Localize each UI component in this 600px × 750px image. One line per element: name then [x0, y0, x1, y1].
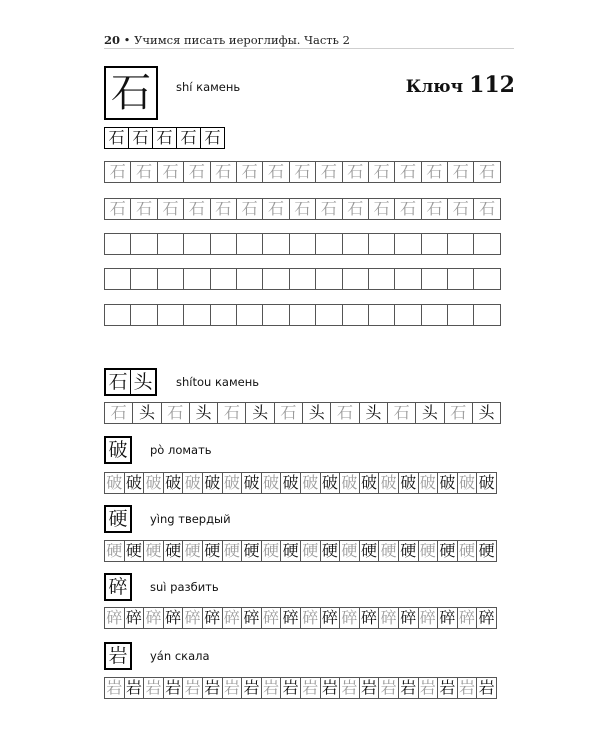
practice-cell: 石 [236, 198, 263, 220]
word-gloss [150, 649, 210, 663]
practice-cell: 破 [398, 472, 419, 494]
word-character: 石 [108, 370, 128, 393]
word-pinyin: yán [150, 649, 172, 663]
practice-cell: 石 [183, 198, 210, 220]
practice-cell: 岩 [457, 677, 478, 699]
word-character: 硬 [108, 507, 128, 530]
practice-cell: 石 [315, 161, 342, 183]
practice-cell: 石 [210, 161, 237, 183]
word-box-yan [104, 642, 132, 670]
word-meaning: скала [174, 649, 210, 663]
practice-cell: 石 [130, 198, 157, 220]
practice-cell: 头 [189, 402, 218, 424]
empty-practice-cell [210, 233, 237, 255]
word-meaning: разбить [170, 580, 219, 594]
practice-cell: 石 [274, 402, 303, 424]
empty-practice-cell [394, 304, 421, 326]
practice-cell: 破 [300, 472, 321, 494]
practice-cell: 碎 [222, 607, 243, 629]
practice-cell: 碎 [104, 607, 125, 629]
empty-practice-cell [421, 304, 448, 326]
empty-practice-cell [473, 268, 500, 290]
practice-cell: 石 [289, 161, 316, 183]
empty-practice-cell [183, 304, 210, 326]
empty-practice-cell [157, 304, 184, 326]
practice-cell: 硬 [320, 540, 341, 562]
practice-cell: 岩 [476, 677, 497, 699]
empty-practice-cell [368, 268, 395, 290]
practice-cell: 石 [368, 198, 395, 220]
practice-cell: 石 [104, 161, 131, 183]
practice-cell: 岩 [359, 677, 380, 699]
radical-label: Ключ [405, 77, 464, 97]
practice-cell: 硬 [202, 540, 223, 562]
empty-practice-cell [210, 304, 237, 326]
word-pinyin: suì [150, 580, 167, 594]
empty-practice-cell [289, 268, 316, 290]
practice-cell: 硬 [163, 540, 184, 562]
practice-cell: 硬 [378, 540, 399, 562]
practice-cell: 硬 [476, 540, 497, 562]
practice-cell: 石 [315, 198, 342, 220]
empty-practice-cell [236, 268, 263, 290]
practice-cell: 岩 [241, 677, 262, 699]
practice-cell: 岩 [398, 677, 419, 699]
practice-cell: 破 [320, 472, 341, 494]
word-box-shitou [104, 368, 157, 396]
practice-cell: 硬 [143, 540, 164, 562]
empty-practice-cell [342, 268, 369, 290]
empty-practice-cell [104, 304, 131, 326]
practice-cell: 硬 [104, 540, 125, 562]
empty-practice-cell [236, 304, 263, 326]
practice-cell: 碎 [476, 607, 497, 629]
word-practice-row [104, 607, 496, 629]
empty-practice-cell [447, 304, 474, 326]
practice-cell: 岩 [124, 677, 145, 699]
word-pinyin: pò [150, 443, 165, 457]
empty-practice-cell [130, 268, 157, 290]
empty-practice-cell [104, 233, 131, 255]
practice-cell: 岩 [163, 677, 184, 699]
empty-practice-row [104, 268, 500, 290]
trace-row-1 [104, 161, 500, 183]
practice-cell: 岩 [261, 677, 282, 699]
practice-cell: 岩 [437, 677, 458, 699]
word-meaning: камень [214, 375, 260, 389]
practice-cell: 碎 [457, 607, 478, 629]
radical-pinyin: shí [176, 80, 193, 94]
practice-cell: 破 [124, 472, 145, 494]
practice-cell: 头 [359, 402, 388, 424]
empty-practice-cell [368, 233, 395, 255]
stroke-step: 石 [104, 127, 129, 149]
practice-cell: 岩 [104, 677, 125, 699]
word-gloss [150, 443, 212, 457]
practice-cell: 碎 [182, 607, 203, 629]
empty-practice-cell [394, 268, 421, 290]
empty-practice-cell [315, 268, 342, 290]
radical-number: 112 [469, 72, 515, 98]
empty-practice-cell [447, 268, 474, 290]
practice-cell: 碎 [163, 607, 184, 629]
word-pinyin: yìng [150, 512, 175, 526]
empty-practice-cell [262, 304, 289, 326]
practice-cell: 石 [421, 161, 448, 183]
practice-cell: 硬 [359, 540, 380, 562]
practice-cell: 破 [476, 472, 497, 494]
word-box-sui [104, 573, 132, 601]
empty-practice-cell [342, 233, 369, 255]
empty-practice-cell [130, 233, 157, 255]
practice-cell: 硬 [261, 540, 282, 562]
empty-practice-cell [473, 233, 500, 255]
practice-cell: 石 [473, 161, 500, 183]
practice-cell: 碎 [359, 607, 380, 629]
empty-practice-cell [394, 233, 421, 255]
practice-cell: 破 [241, 472, 262, 494]
practice-cell: 碎 [143, 607, 164, 629]
practice-cell: 岩 [418, 677, 439, 699]
empty-practice-cell [421, 233, 448, 255]
practice-cell: 破 [457, 472, 478, 494]
practice-cell: 碎 [261, 607, 282, 629]
radical-number-heading [406, 72, 515, 98]
practice-cell: 石 [394, 198, 421, 220]
word-practice-row [104, 472, 496, 494]
practice-cell: 石 [473, 198, 500, 220]
practice-cell: 破 [378, 472, 399, 494]
practice-cell: 石 [183, 161, 210, 183]
empty-practice-cell [236, 233, 263, 255]
practice-cell: 硬 [437, 540, 458, 562]
practice-cell: 碎 [320, 607, 341, 629]
practice-cell: 石 [394, 161, 421, 183]
empty-practice-cell [130, 304, 157, 326]
practice-cell: 硬 [124, 540, 145, 562]
word-box-ying [104, 505, 132, 533]
empty-practice-cell [342, 304, 369, 326]
practice-cell: 头 [415, 402, 444, 424]
empty-practice-cell [210, 268, 237, 290]
running-head [104, 33, 350, 47]
practice-cell: 石 [342, 161, 369, 183]
word-character: 岩 [108, 644, 128, 667]
word-character: 碎 [108, 575, 128, 598]
practice-cell: 石 [130, 161, 157, 183]
header-rule [104, 48, 514, 49]
radical-gloss [176, 80, 240, 94]
running-title: Учимся писать иероглифы. Часть 2 [134, 33, 350, 47]
practice-cell: 破 [202, 472, 223, 494]
word-pinyin: shítou [176, 375, 212, 389]
page-number: 20 [104, 33, 121, 47]
word-gloss [150, 580, 219, 594]
practice-cell: 破 [261, 472, 282, 494]
word-meaning: ломать [168, 443, 212, 457]
stroke-step: 石 [152, 127, 177, 149]
practice-cell: 碎 [339, 607, 360, 629]
practice-cell: 石 [217, 402, 246, 424]
empty-practice-cell [183, 233, 210, 255]
empty-practice-row [104, 304, 500, 326]
practice-cell: 硬 [398, 540, 419, 562]
word-character: 头 [130, 370, 155, 394]
practice-cell: 破 [163, 472, 184, 494]
practice-cell: 岩 [143, 677, 164, 699]
practice-cell: 破 [182, 472, 203, 494]
practice-cell: 石 [262, 198, 289, 220]
practice-cell: 头 [132, 402, 161, 424]
practice-cell: 碎 [418, 607, 439, 629]
word-meaning: твердый [178, 512, 231, 526]
practice-cell: 石 [161, 402, 190, 424]
practice-cell: 石 [104, 198, 131, 220]
empty-practice-cell [104, 268, 131, 290]
practice-cell: 硬 [300, 540, 321, 562]
practice-cell: 破 [143, 472, 164, 494]
practice-cell: 硬 [182, 540, 203, 562]
practice-cell: 岩 [202, 677, 223, 699]
word-character: 破 [108, 438, 128, 461]
empty-practice-cell [315, 304, 342, 326]
practice-cell: 破 [437, 472, 458, 494]
practice-cell: 碎 [437, 607, 458, 629]
practice-cell: 头 [245, 402, 274, 424]
practice-cell: 岩 [280, 677, 301, 699]
empty-practice-cell [262, 233, 289, 255]
practice-cell: 破 [339, 472, 360, 494]
word-practice-row [104, 677, 496, 699]
practice-cell: 石 [157, 198, 184, 220]
radical-meaning: камень [196, 80, 241, 94]
practice-cell: 碎 [398, 607, 419, 629]
practice-cell: 碎 [378, 607, 399, 629]
header-bullet: • [123, 33, 131, 47]
stroke-step: 石 [176, 127, 201, 149]
word-box-po [104, 436, 132, 464]
practice-cell: 破 [359, 472, 380, 494]
empty-practice-cell [262, 268, 289, 290]
practice-cell: 石 [330, 402, 359, 424]
practice-cell: 硬 [241, 540, 262, 562]
empty-practice-cell [447, 233, 474, 255]
practice-cell: 石 [236, 161, 263, 183]
empty-practice-row [104, 233, 500, 255]
practice-cell: 碎 [280, 607, 301, 629]
practice-cell: 破 [222, 472, 243, 494]
practice-cell: 头 [302, 402, 331, 424]
word-gloss [150, 512, 231, 526]
practice-cell: 岩 [300, 677, 321, 699]
practice-cell: 头 [472, 402, 501, 424]
word-gloss [176, 375, 259, 389]
practice-cell: 石 [342, 198, 369, 220]
empty-practice-cell [315, 233, 342, 255]
trace-row-2 [104, 198, 500, 220]
empty-practice-cell [157, 268, 184, 290]
practice-cell: 岩 [378, 677, 399, 699]
stroke-step: 石 [128, 127, 153, 149]
empty-practice-cell [473, 304, 500, 326]
practice-cell: 硬 [222, 540, 243, 562]
practice-cell: 石 [210, 198, 237, 220]
stroke-step: 石 [200, 127, 225, 149]
practice-cell: 岩 [222, 677, 243, 699]
practice-cell: 岩 [182, 677, 203, 699]
practice-cell: 石 [157, 161, 184, 183]
practice-cell: 碎 [300, 607, 321, 629]
practice-cell: 碎 [241, 607, 262, 629]
practice-cell: 石 [262, 161, 289, 183]
practice-cell: 碎 [124, 607, 145, 629]
practice-cell: 石 [368, 161, 395, 183]
practice-cell: 硬 [457, 540, 478, 562]
practice-cell: 石 [447, 161, 474, 183]
empty-practice-cell [368, 304, 395, 326]
empty-practice-cell [289, 304, 316, 326]
empty-practice-cell [421, 268, 448, 290]
practice-cell: 破 [104, 472, 125, 494]
practice-cell: 岩 [339, 677, 360, 699]
practice-cell: 硬 [418, 540, 439, 562]
practice-cell: 石 [104, 402, 133, 424]
word-practice-row [104, 540, 496, 562]
practice-cell: 破 [418, 472, 439, 494]
practice-cell: 石 [444, 402, 473, 424]
practice-cell: 石 [387, 402, 416, 424]
empty-practice-cell [183, 268, 210, 290]
empty-practice-cell [157, 233, 184, 255]
practice-cell: 石 [421, 198, 448, 220]
practice-cell: 石 [447, 198, 474, 220]
empty-practice-cell [289, 233, 316, 255]
practice-cell: 岩 [320, 677, 341, 699]
practice-cell: 硬 [280, 540, 301, 562]
practice-cell: 破 [280, 472, 301, 494]
practice-cell: 石 [289, 198, 316, 220]
practice-cell: 硬 [339, 540, 360, 562]
practice-cell: 碎 [202, 607, 223, 629]
word-practice-row [104, 402, 500, 424]
stroke-order-row [104, 127, 224, 149]
radical-character: 石 [104, 66, 158, 120]
